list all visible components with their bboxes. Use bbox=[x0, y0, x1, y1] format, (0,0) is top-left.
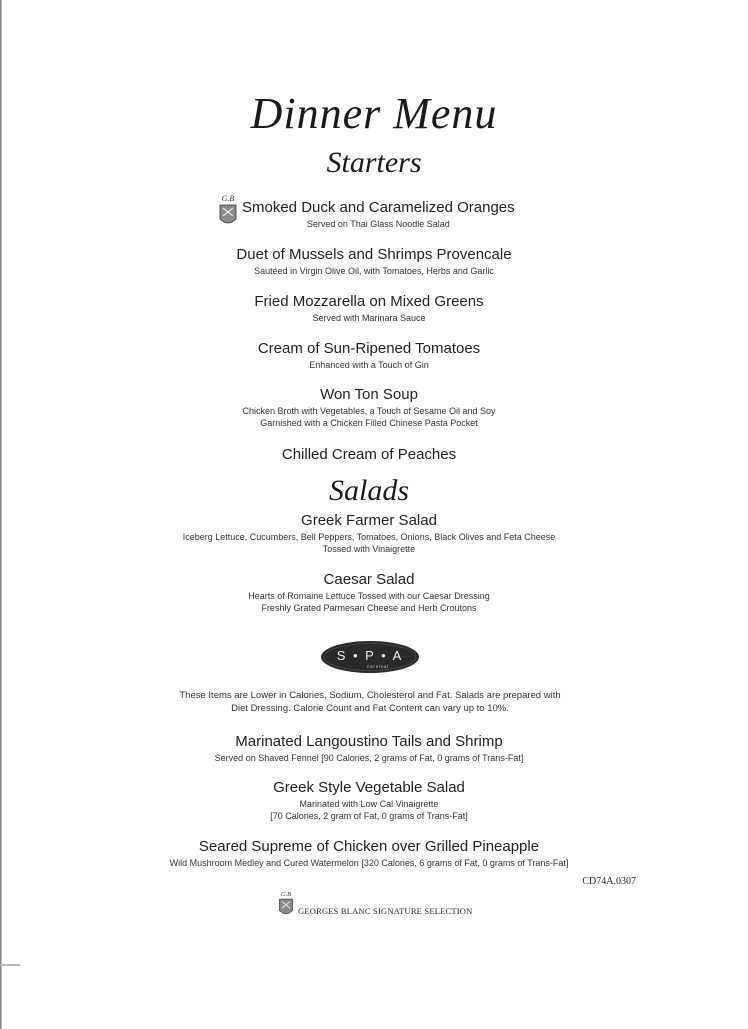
menu-code: CD74A.0307 bbox=[582, 876, 636, 887]
spa-note bbox=[0, 689, 740, 715]
item-desc: Freshly Grated Parmesan Cheese and Herb Croutons bbox=[261, 603, 477, 613]
spa-item bbox=[0, 838, 738, 869]
item-desc: Served with Marinara Sauce bbox=[312, 313, 426, 323]
item-name: Won Ton Soup bbox=[320, 386, 418, 403]
spa-carnival-logo bbox=[320, 640, 420, 674]
item-desc: Iceberg Lettuce, Cucumbers, Bell Peppers, Tomatoes, Onions, Black Olives and Feta Cheese bbox=[182, 532, 556, 542]
spa-note-line: Diet Dressing. Calorie Count and Fat Content can vary up to 10%. bbox=[231, 703, 509, 714]
spa-item bbox=[0, 733, 738, 764]
item-name: Duet of Mussels and Shrimps Provencale bbox=[236, 246, 512, 263]
item-desc: Hearts of Romaine Lettuce Tossed with our Caesar Dressing bbox=[248, 591, 490, 601]
starter-item bbox=[0, 246, 748, 277]
item-desc: [70 Calories, 2 gram of Fat, 0 grams of Trans-Fat] bbox=[270, 811, 468, 821]
footer-crest-icon bbox=[277, 889, 295, 919]
starter-item bbox=[0, 446, 738, 464]
scan-mark bbox=[0, 964, 20, 966]
item-name: Marinated Langoustino Tails and Shrimp bbox=[235, 733, 503, 750]
item-name: Fried Mozzarella on Mixed Greens bbox=[254, 293, 484, 310]
item-name: Chilled Cream of Peaches bbox=[281, 446, 457, 463]
item-name: Greek Style Vegetable Salad bbox=[273, 779, 465, 796]
item-name: Cream of Sun-Ripened Tomatoes bbox=[257, 340, 481, 357]
item-name: Caesar Salad bbox=[323, 571, 415, 588]
spa-logo-sub: carnival bbox=[367, 664, 389, 669]
crest-initials: G.B bbox=[221, 194, 235, 203]
item-desc: Served on Shaved Fennel [90 Calories, 2 grams of Fat, 0 grams of Trans-Fat] bbox=[214, 753, 524, 763]
item-desc: Served on Thai Glass Noodle Salad bbox=[306, 219, 450, 229]
spa-item bbox=[0, 779, 738, 822]
starter-item bbox=[242, 199, 515, 230]
item-desc: Garnished with a Chicken Filled Chinese Pasta Pocket bbox=[260, 418, 478, 428]
starters-heading: Starters bbox=[326, 146, 422, 179]
item-desc: Chicken Broth with Vegetables, a Touch of Sesame Oil and Soy bbox=[242, 406, 496, 416]
item-desc: Marinated with Low Cal Vinaigrette bbox=[299, 799, 439, 809]
georges-blanc-crest-icon bbox=[217, 193, 239, 229]
item-name: Smoked Duck and Caramelized Oranges bbox=[242, 199, 515, 216]
salad-item bbox=[0, 571, 738, 614]
footer-label: GEORGES BLANC SIGNATURE SELECTION bbox=[298, 906, 473, 916]
salads-heading: Salads bbox=[328, 474, 409, 507]
salad-item bbox=[0, 512, 738, 555]
starter-item bbox=[0, 340, 738, 371]
item-desc: Enhanced with a Touch of Gin bbox=[309, 360, 429, 370]
item-desc: Wild Mushroom Medley and Cured Watermelon [320 Calories, 6 grams of Fat, 0 grams of Trans-Fat] bbox=[169, 858, 569, 868]
starter-item bbox=[0, 386, 738, 429]
item-name: Seared Supreme of Chicken over Grilled Pineapple bbox=[198, 838, 540, 855]
item-name: Greek Farmer Salad bbox=[301, 512, 437, 529]
item-desc: Tossed with Vinaigrette bbox=[322, 544, 416, 554]
starter-item bbox=[0, 293, 738, 324]
spa-logo-text: S • P • A bbox=[336, 648, 404, 663]
item-desc: Sautéed in Virgin Olive Oil, with Tomatoes, Herbs and Garlic bbox=[254, 266, 494, 276]
footer-crest-initials: G.B bbox=[280, 890, 292, 898]
menu-title: Dinner Menu bbox=[250, 89, 498, 138]
spa-note-line: These Items are Lower in Calories, Sodium, Cholesterol and Fat. Salads are prepared with bbox=[179, 690, 561, 701]
